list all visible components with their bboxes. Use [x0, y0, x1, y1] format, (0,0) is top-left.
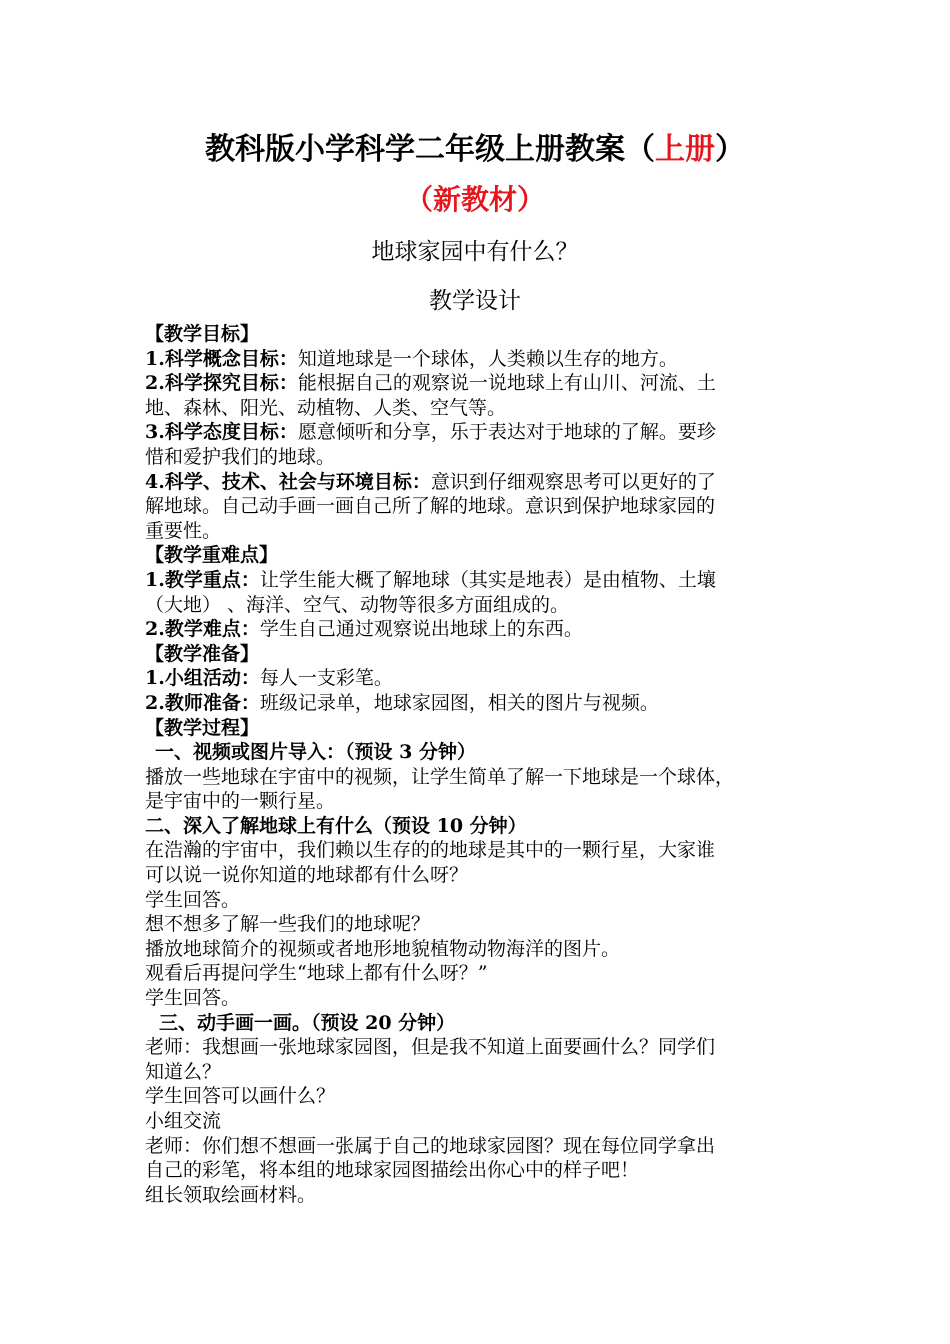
body-line-bold: 【教学过程】	[145, 716, 260, 739]
body-line	[145, 789, 817, 814]
body-line-text: 惜和爱护我们的地球。	[145, 445, 336, 468]
document-title	[0, 130, 950, 170]
body-line	[145, 543, 817, 568]
body-line	[145, 568, 817, 593]
document-subtitle: （新教材）	[404, 183, 545, 216]
body-line-text: 重要性。	[145, 519, 222, 542]
body-line-text: 知道地球是一个球体，人类赖以生存的地方。	[297, 347, 678, 370]
body-line-text: 可以说一说你知道的地球都有什么呀？	[145, 864, 469, 887]
body-line-text: 学生回答。	[145, 987, 241, 1010]
lesson-body	[145, 322, 817, 1207]
body-line-text: 能根据自己的观察说一说地球上有山川、河流、土	[297, 372, 716, 395]
body-line-text: 自己的彩笔，将本组的地球家园图描绘出你心中的样子吧！	[145, 1159, 640, 1182]
body-line-text: 在浩瀚的宇宙中，我们赖以生存的的地球是其中的一颗行星，大家谁	[145, 839, 716, 862]
body-line-bold: 2.教学难点：	[145, 618, 260, 641]
body-line	[145, 666, 817, 691]
body-line-text: 学生回答。	[145, 888, 241, 911]
body-line-text: （大地） 、海洋、空气、动物等很多方面组成的。	[145, 593, 570, 616]
title-main: 教科版小学科学二年级上册教案（	[205, 132, 655, 167]
body-line-text: 观看后再提问学生“地球上都有什么呀？”	[145, 962, 488, 985]
body-line-bold: 4.科学、技术、社会与环境目标：	[145, 470, 431, 493]
body-line-text: 播放一些地球在宇宙中的视频，让学生简单了解一下地球是一个球体，	[145, 765, 735, 788]
body-line	[145, 863, 817, 888]
body-line	[145, 961, 817, 986]
body-line-bold: 三、动手画一画。（预设 20 分钟）	[159, 1011, 456, 1034]
body-line	[145, 642, 817, 667]
body-line-bold: 一、视频或图片导入：（预设 3 分钟）	[155, 741, 476, 764]
body-line	[145, 617, 817, 642]
body-line-text: 学生自己通过观察说出地球上的东西。	[259, 618, 583, 641]
body-line	[145, 445, 817, 470]
body-line-text: 老师：你们想不想画一张属于自己的地球家园图？现在每位同学拿出	[145, 1134, 716, 1157]
body-line	[145, 322, 817, 347]
body-line	[145, 1134, 817, 1159]
body-line	[145, 1011, 817, 1036]
body-line	[145, 593, 817, 618]
body-line-text: 组长领取绘画材料。	[145, 1183, 317, 1206]
title-highlight: 上册	[655, 132, 715, 167]
body-line	[145, 765, 817, 790]
body-line-bold: 1.科学概念目标：	[145, 347, 298, 370]
body-line	[145, 470, 817, 495]
body-line	[145, 716, 817, 741]
body-line	[145, 494, 817, 519]
body-line	[145, 371, 817, 396]
body-line	[145, 986, 817, 1011]
body-line-text: 让学生能大概了解地球（其实是地表）是由植物、土壤	[259, 568, 716, 591]
body-line-text: 想不想多了解一些我们的地球呢？	[145, 913, 431, 936]
body-line-text: 小组交流	[145, 1110, 222, 1132]
body-line-bold: 1.教学重点：	[145, 568, 260, 591]
body-line	[145, 1158, 817, 1183]
body-line-text: 班级记录单，地球家园图，相关的图片与视频。	[259, 691, 659, 714]
body-line-text: 意识到仔细观察思考可以更好的了	[430, 470, 716, 493]
body-line-text: 愿意倾听和分享，乐于表达对于地球的了解。要珍	[297, 421, 716, 444]
body-line	[145, 888, 817, 913]
body-line-bold: 二、深入了解地球上有什么（预设 10 分钟）	[145, 814, 527, 837]
design-title: 教学设计	[429, 288, 521, 314]
body-line-text: 地、森林、阳光、动植物、人类、空气等。	[145, 396, 507, 419]
body-line-text: 每人一支彩笔。	[259, 667, 393, 690]
body-line	[145, 1060, 817, 1085]
body-line-text: 是宇宙中的一颗行星。	[145, 790, 336, 813]
body-line-text: 老师：我想画一张地球家园图，但是我不知道上面要画什么？同学们	[145, 1036, 716, 1059]
body-line	[145, 519, 817, 544]
body-line	[145, 691, 817, 716]
body-line-bold: 【教学准备】	[145, 642, 260, 665]
body-line	[145, 347, 817, 372]
body-line	[145, 396, 817, 421]
body-line	[145, 1035, 817, 1060]
body-line	[145, 814, 817, 839]
body-line	[145, 1109, 817, 1134]
body-line-bold: 1.小组活动：	[145, 667, 260, 690]
body-line-bold: 3.科学态度目标：	[145, 421, 298, 444]
body-line-text: 解地球。自己动手画一画自己所了解的地球。意识到保护地球家园的	[145, 495, 716, 518]
body-line	[145, 740, 817, 765]
body-line-bold: 2.教师准备：	[145, 691, 260, 714]
body-line-bold: 2.科学探究目标：	[145, 372, 298, 395]
body-line-text: 播放地球简介的视频或者地形地貌植物动物海洋的图片。	[145, 937, 621, 960]
body-line-text: 学生回答可以画什么？	[145, 1085, 336, 1108]
body-line	[145, 937, 817, 962]
body-line-text: 知道么？	[145, 1060, 222, 1083]
body-line	[145, 912, 817, 937]
body-line	[145, 420, 817, 445]
body-line-bold: 【教学重难点】	[145, 544, 279, 567]
body-line	[145, 1183, 817, 1208]
body-line	[145, 1084, 817, 1109]
lesson-title: 地球家园中有什么？	[371, 239, 579, 265]
title-close: ）	[715, 132, 745, 167]
body-line-bold: 【教学目标】	[145, 323, 260, 345]
body-line	[145, 838, 817, 863]
